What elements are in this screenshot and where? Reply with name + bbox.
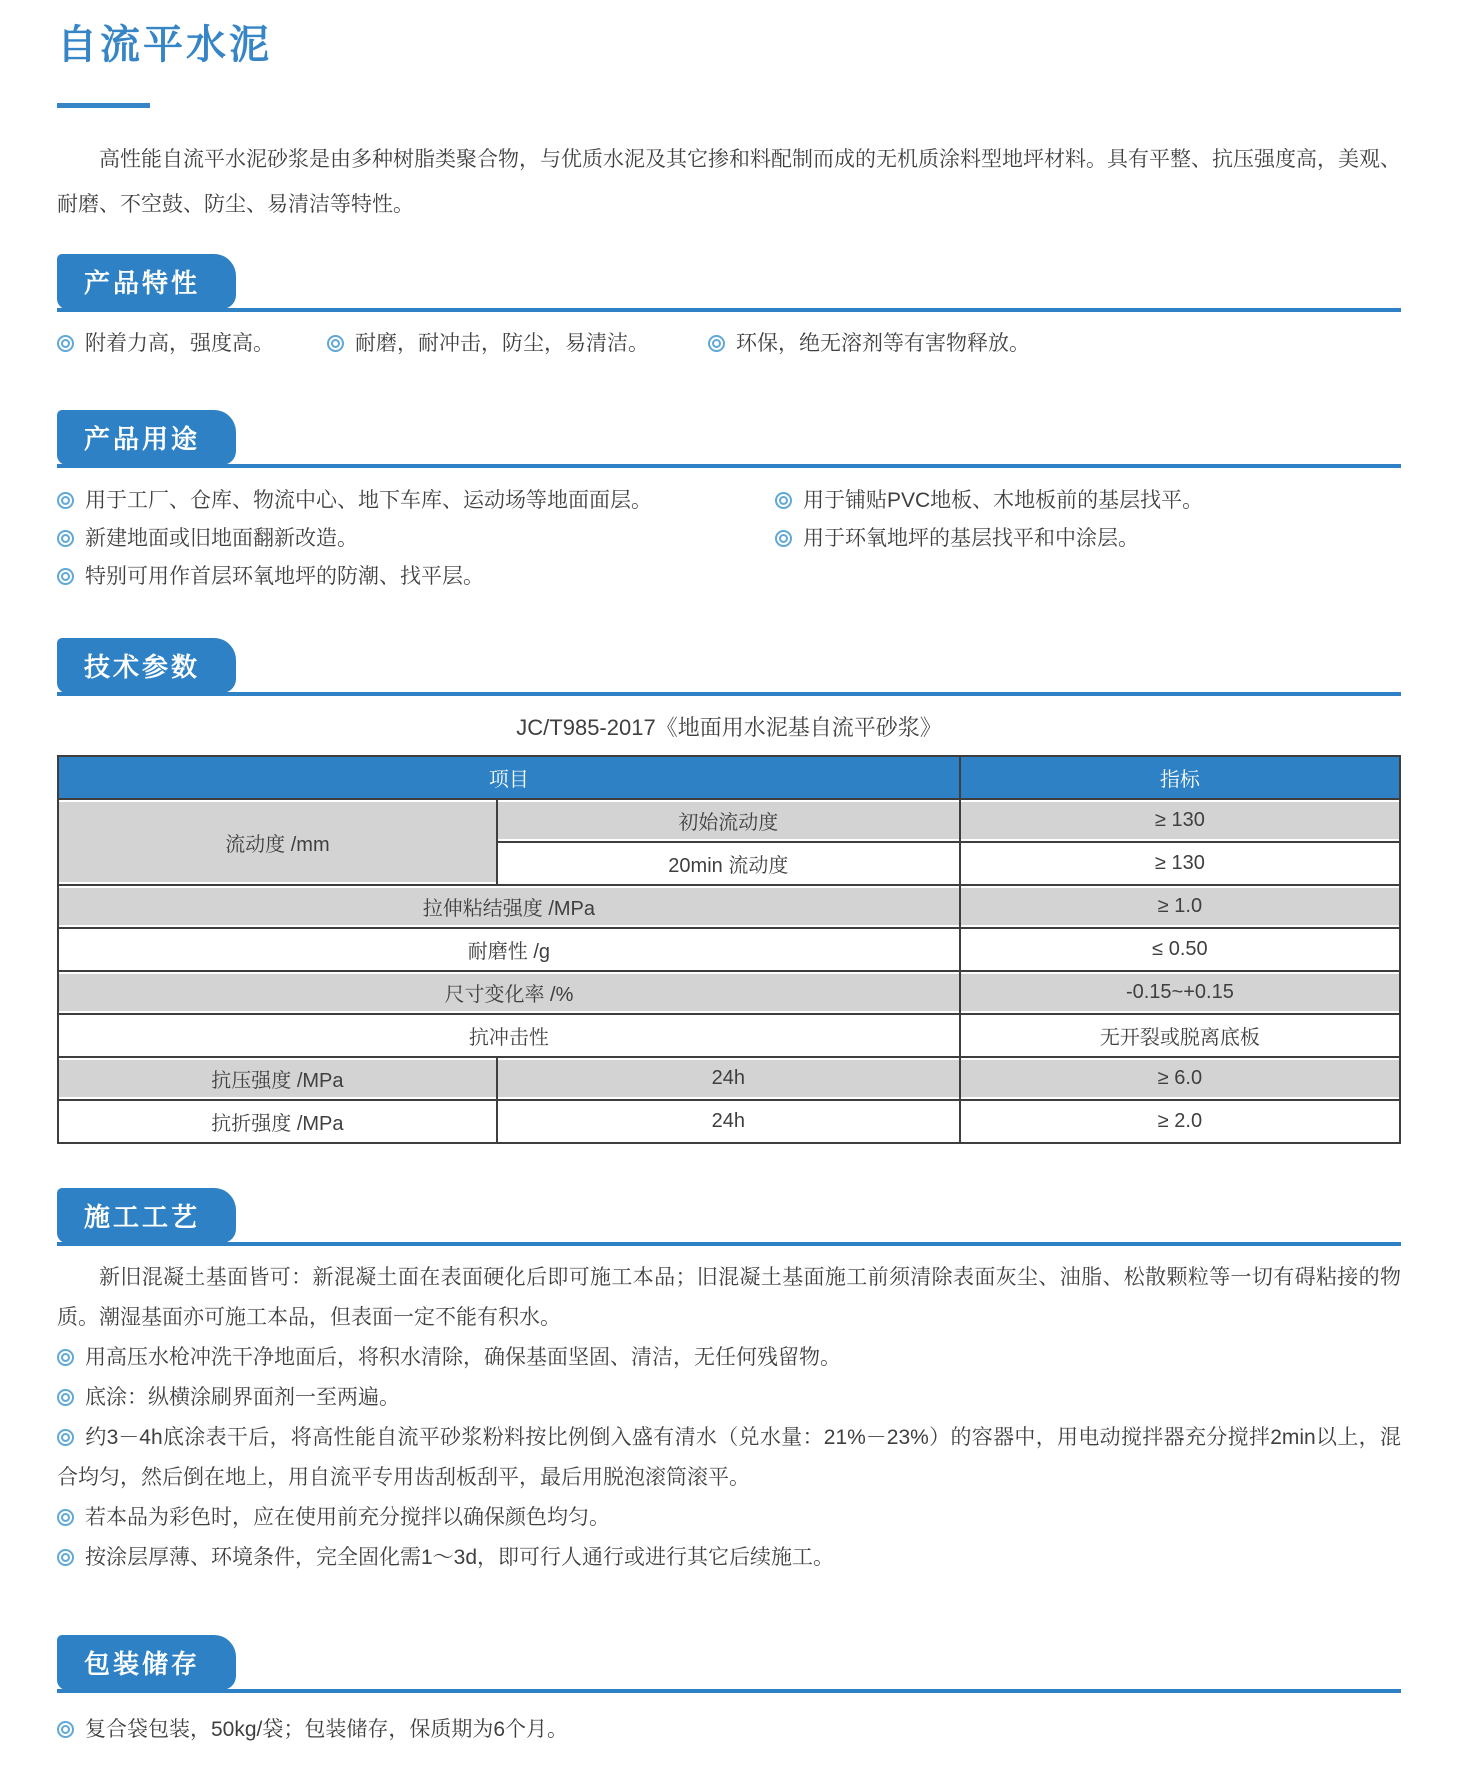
- feature-item: [708, 325, 1030, 363]
- use-item: [57, 558, 775, 596]
- use-item: [775, 520, 1203, 558]
- table-header-row: [58, 756, 1400, 799]
- process-intro: 新旧混凝土基面皆可：新混凝土面在表面硬化后即可施工本品；旧混凝土基面施工前须清除表面灰尘、油脂、松散颗粒等一切有碍粘接的物质。潮湿基面亦可施工本品，但表面一定不能有积水。: [57, 1266, 1401, 1329]
- cell-group: 流动度 /mm: [58, 799, 497, 885]
- table-row: [58, 1057, 1400, 1100]
- use-item-text: 用于铺贴PVC地板、木地板前的基层找平。: [803, 489, 1204, 512]
- cell-value: ≥ 1.0: [960, 885, 1400, 928]
- use-item-text: 用于环氧地坪的基层找平和中涂层。: [803, 527, 1139, 550]
- cell-value: ≥ 130: [960, 799, 1400, 842]
- bullet-icon: [57, 335, 74, 352]
- cell-item: 抗冲击性: [58, 1014, 960, 1057]
- section-tech-banner: [57, 638, 1401, 696]
- bullet-icon: [57, 1549, 74, 1566]
- table-row: [58, 799, 1400, 842]
- cell-value: ≥ 6.0: [960, 1057, 1400, 1100]
- process-body: [57, 1258, 1401, 1578]
- process-step-text: 用高压水枪冲洗干净地面后，将积水清除，确保基面坚固、清洁，无任何残留物。: [85, 1346, 841, 1369]
- features-list: [57, 325, 1401, 363]
- process-step: [57, 1538, 1401, 1578]
- section-tech: [57, 638, 1401, 1144]
- standard-caption: JC/T985-2017《地面用水泥基自流平砂浆》: [516, 715, 942, 740]
- process-step-text: 按涂层厚薄、环境条件，完全固化需1～3d，即可行人通行或进行其它后续施工。: [85, 1546, 835, 1569]
- use-item: [775, 482, 1203, 520]
- cell-value: ≤ 0.50: [960, 928, 1400, 971]
- cell-sub: 20min 流动度: [497, 842, 960, 885]
- page-header: [57, 13, 1401, 108]
- column-header-item: 项目: [58, 756, 960, 799]
- section-process-heading: 施工工艺: [57, 1188, 236, 1243]
- feature-item-text: 耐磨，耐冲击，防尘，易清洁。: [355, 332, 649, 355]
- column-header-index: 指标: [960, 756, 1400, 799]
- section-uses-banner: [57, 410, 1401, 468]
- bullet-icon: [57, 1509, 74, 1526]
- section-packaging-banner: [57, 1635, 1401, 1693]
- bullet-icon: [708, 335, 725, 352]
- table-row: [58, 971, 1400, 1014]
- cell-group: 抗折强度 /MPa: [58, 1100, 497, 1143]
- table-row: [58, 885, 1400, 928]
- section-packaging: [57, 1635, 1401, 1750]
- page-title: 自流平水泥: [57, 23, 272, 67]
- process-step: [57, 1418, 1401, 1498]
- bullet-icon: [57, 568, 74, 585]
- packaging-item: [57, 1710, 1401, 1750]
- packaging-item-text: 复合袋包装，50kg/袋；包装储存，保质期为6个月。: [85, 1718, 569, 1741]
- bullet-icon: [57, 1349, 74, 1366]
- tech-spec-table: [57, 755, 1401, 1144]
- process-step-text: 约3－4h底涂表干后，将高性能自流平砂浆粉料按比例倒入盛有清水（兑水量：21%－23%）的容器中，用电动搅拌器充分搅拌2min以上，混合均匀，然后倒在地上，用自流平专用齿刮板刮平，最后用脱泡滚筒滚平。: [57, 1426, 1401, 1489]
- cell-sub: 初始流动度: [497, 799, 960, 842]
- feature-item: [327, 325, 708, 363]
- packaging-body: [57, 1710, 1401, 1750]
- cell-item: 耐磨性 /g: [58, 928, 960, 971]
- cell-item: 尺寸变化率 /%: [58, 971, 960, 1014]
- cell-value: ≥ 130: [960, 842, 1400, 885]
- section-features-heading: 产品特性: [57, 254, 236, 309]
- use-item: [57, 482, 775, 520]
- bullet-icon: [57, 1721, 74, 1738]
- feature-item-text: 附着力高，强度高。: [85, 332, 274, 355]
- section-process-banner: [57, 1188, 1401, 1246]
- use-item: [57, 520, 775, 558]
- use-item-text: 新建地面或旧地面翻新改造。: [85, 527, 358, 550]
- cell-sub: 24h: [497, 1100, 960, 1143]
- table-row: [58, 1014, 1400, 1057]
- cell-value: 无开裂或脱离底板: [960, 1014, 1400, 1057]
- cell-item: 拉伸粘结强度 /MPa: [58, 885, 960, 928]
- process-step: [57, 1498, 1401, 1538]
- section-uses-heading: 产品用途: [57, 410, 236, 465]
- cell-sub: 24h: [497, 1057, 960, 1100]
- cell-value: ≥ 2.0: [960, 1100, 1400, 1143]
- cell-group: 抗压强度 /MPa: [58, 1057, 497, 1100]
- bullet-icon: [57, 1429, 74, 1446]
- feature-item: [57, 325, 327, 363]
- bullet-icon: [775, 530, 792, 547]
- section-features-banner: [57, 254, 1401, 312]
- bullet-icon: [57, 492, 74, 509]
- use-item-text: 特别可用作首层环氧地坪的防潮、找平层。: [85, 565, 484, 588]
- process-step-text: 底涂：纵横涂刷界面剂一至两遍。: [85, 1386, 400, 1409]
- cell-value: -0.15~+0.15: [960, 971, 1400, 1014]
- feature-item-text: 环保，绝无溶剂等有害物释放。: [736, 332, 1030, 355]
- section-process: [57, 1188, 1401, 1578]
- use-item-text: 用于工厂、仓库、物流中心、地下车库、运动场等地面面层。: [85, 489, 652, 512]
- intro-paragraph: 高性能自流平水泥砂浆是由多种树脂类聚合物，与优质水泥及其它掺和料配制而成的无机质涂料型地坪材料。具有平整、抗压强度高，美观、耐磨、不空鼓、防尘、易清洁等特性。: [57, 148, 1401, 216]
- title-underline: [57, 103, 150, 108]
- table-row: [58, 1100, 1400, 1143]
- uses-column-left: [57, 482, 775, 596]
- bullet-icon: [775, 492, 792, 509]
- section-uses: [57, 410, 1401, 596]
- section-packaging-heading: 包装储存: [57, 1635, 236, 1690]
- process-step: [57, 1378, 1401, 1418]
- section-features: [57, 254, 1401, 363]
- process-step-text: 若本品为彩色时，应在使用前充分搅拌以确保颜色均匀。: [85, 1506, 610, 1529]
- section-tech-heading: 技术参数: [57, 638, 236, 693]
- bullet-icon: [57, 1389, 74, 1406]
- bullet-icon: [327, 335, 344, 352]
- table-row: [58, 928, 1400, 971]
- uses-list: [57, 482, 1401, 596]
- bullet-icon: [57, 530, 74, 547]
- uses-column-right: [775, 482, 1203, 596]
- process-step: [57, 1338, 1401, 1378]
